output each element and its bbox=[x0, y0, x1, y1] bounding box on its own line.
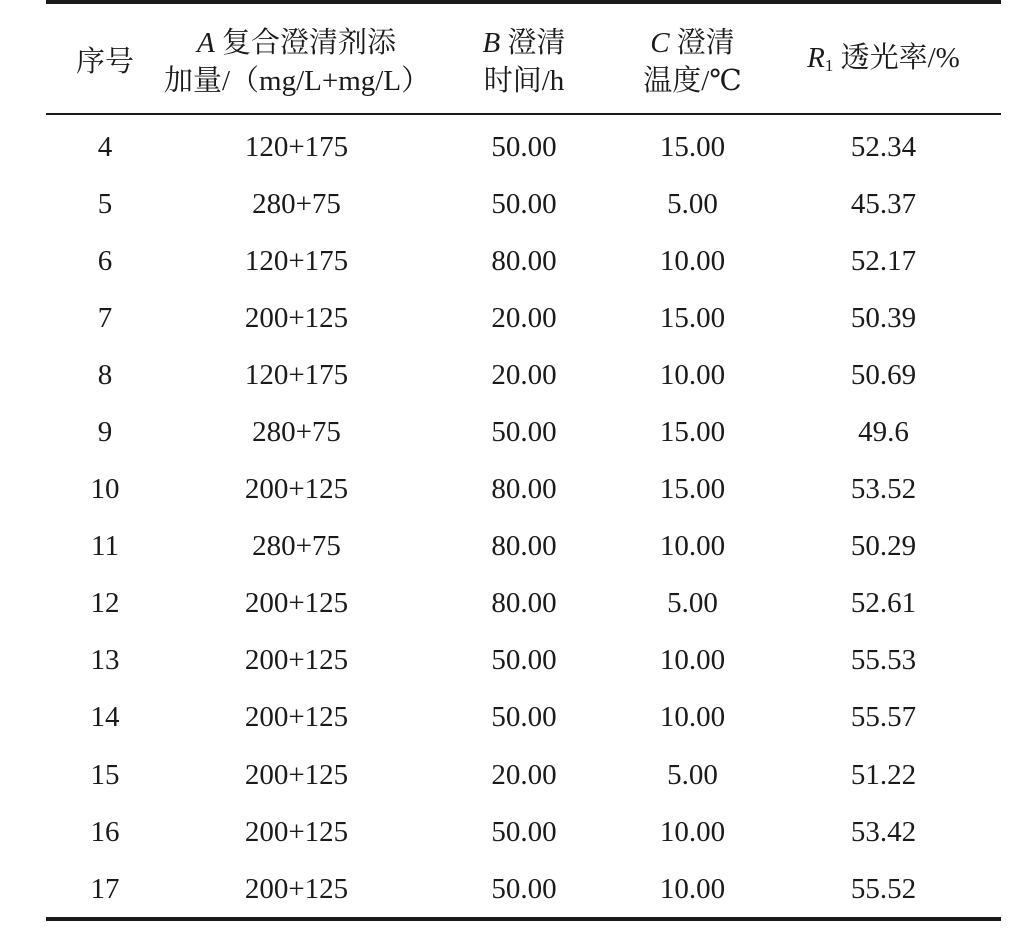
table-row bbox=[46, 175, 1001, 232]
cell-b: 50.00 bbox=[491, 416, 557, 449]
table-row bbox=[46, 403, 1001, 460]
table-row bbox=[46, 461, 1001, 518]
cell-no: 6 bbox=[97, 244, 113, 277]
table-row bbox=[46, 346, 1001, 403]
table-row bbox=[46, 860, 1001, 919]
cell-a: 280+75 bbox=[252, 530, 341, 563]
cell-a: 200+125 bbox=[244, 473, 349, 506]
cell-b: 50.00 bbox=[491, 130, 557, 163]
cell-c: 5.00 bbox=[667, 758, 718, 791]
cell-a: 200+125 bbox=[244, 644, 349, 677]
header-r-subscript: 1 bbox=[824, 55, 834, 75]
cell-b: 50.00 bbox=[491, 815, 557, 848]
table-row bbox=[46, 114, 1001, 175]
cell-no: 16 bbox=[90, 815, 120, 848]
cell-b: 50.00 bbox=[491, 701, 557, 734]
cell-b: 80.00 bbox=[491, 587, 557, 620]
cell-c: 10.00 bbox=[619, 860, 766, 919]
cell-r: 55.57 bbox=[850, 701, 917, 734]
header-b-line2: 时间/h bbox=[483, 64, 565, 97]
cell-a: 200+125 bbox=[164, 860, 429, 919]
cell-a: 280+75 bbox=[252, 187, 341, 220]
cell-r: 50.29 bbox=[850, 530, 917, 563]
cell-r: 50.39 bbox=[850, 301, 917, 334]
cell-c: 10.00 bbox=[659, 644, 726, 677]
cell-c: 15.00 bbox=[659, 130, 726, 163]
table-row bbox=[46, 689, 1001, 746]
header-b-line1: 澄清 bbox=[507, 26, 566, 59]
cell-a: 200+125 bbox=[244, 758, 349, 791]
cell-b: 20.00 bbox=[491, 758, 557, 791]
cell-b: 50.00 bbox=[491, 644, 557, 677]
table-header bbox=[46, 2, 1001, 114]
cell-no: 8 bbox=[97, 358, 113, 391]
cell-a: 200+125 bbox=[244, 587, 349, 620]
cell-no: 7 bbox=[97, 301, 113, 334]
header-r bbox=[766, 2, 1001, 114]
table-row bbox=[46, 289, 1001, 346]
cell-c: 15.00 bbox=[659, 473, 726, 506]
cell-a: 200+125 bbox=[244, 701, 349, 734]
cell-no: 12 bbox=[90, 587, 120, 620]
cell-c: 5.00 bbox=[667, 187, 718, 220]
cell-no: 15 bbox=[90, 758, 120, 791]
cell-b: 20.00 bbox=[491, 358, 557, 391]
cell-b: 50.00 bbox=[429, 860, 619, 919]
header-a-line2: 加量/（mg/L+mg/L） bbox=[164, 64, 431, 97]
table-row bbox=[46, 746, 1001, 803]
cell-r: 55.52 bbox=[766, 860, 1001, 919]
cell-r: 50.69 bbox=[850, 358, 917, 391]
cell-a: 120+175 bbox=[244, 358, 349, 391]
cell-c: 5.00 bbox=[667, 587, 718, 620]
cell-no: 5 bbox=[97, 187, 113, 220]
cell-b: 20.00 bbox=[491, 301, 557, 334]
cell-r: 52.17 bbox=[850, 244, 917, 277]
header-r-label: 透光率/% bbox=[840, 41, 960, 74]
cell-c: 10.00 bbox=[659, 530, 726, 563]
table-row bbox=[46, 232, 1001, 289]
cell-no: 9 bbox=[97, 416, 113, 449]
header-a-variable: A bbox=[197, 26, 215, 59]
header-c-line1: 澄清 bbox=[676, 26, 735, 59]
header-b bbox=[429, 2, 619, 114]
header-no-label: 序号 bbox=[75, 45, 134, 78]
table-body bbox=[46, 114, 1001, 919]
cell-r: 45.37 bbox=[850, 187, 917, 220]
cell-no: 4 bbox=[97, 130, 113, 163]
cell-no: 11 bbox=[91, 530, 119, 563]
cell-c: 10.00 bbox=[659, 244, 726, 277]
cell-c: 15.00 bbox=[659, 301, 726, 334]
cell-b: 50.00 bbox=[491, 187, 557, 220]
table-row bbox=[46, 803, 1001, 860]
cell-c: 15.00 bbox=[659, 416, 726, 449]
header-a bbox=[164, 2, 429, 114]
header-c-variable: C bbox=[650, 26, 670, 59]
cell-r: 53.52 bbox=[850, 473, 917, 506]
table-row bbox=[46, 518, 1001, 575]
cell-c: 10.00 bbox=[659, 815, 726, 848]
cell-a: 120+175 bbox=[244, 244, 349, 277]
header-r-variable: R bbox=[807, 41, 825, 74]
cell-no: 13 bbox=[90, 644, 120, 677]
cell-r: 52.61 bbox=[850, 587, 917, 620]
cell-a: 280+75 bbox=[252, 416, 341, 449]
header-a-line1: 复合澄清剂添 bbox=[221, 26, 396, 59]
cell-no: 14 bbox=[90, 701, 120, 734]
cell-b: 80.00 bbox=[491, 530, 557, 563]
cell-a: 120+175 bbox=[244, 130, 349, 163]
table-row bbox=[46, 575, 1001, 632]
cell-r: 52.34 bbox=[850, 130, 917, 163]
header-b-variable: B bbox=[482, 26, 501, 59]
cell-r: 49.6 bbox=[858, 416, 909, 449]
cell-no: 10 bbox=[90, 473, 120, 506]
header-row bbox=[46, 2, 1001, 114]
cell-no: 17 bbox=[46, 860, 164, 919]
header-c bbox=[619, 2, 766, 114]
cell-b: 80.00 bbox=[491, 244, 557, 277]
cell-a: 200+125 bbox=[244, 815, 349, 848]
cell-c: 10.00 bbox=[659, 358, 726, 391]
cell-r: 51.22 bbox=[850, 758, 917, 791]
cell-b: 80.00 bbox=[491, 473, 557, 506]
cell-r: 53.42 bbox=[850, 815, 917, 848]
cell-r: 55.53 bbox=[850, 644, 917, 677]
table-row bbox=[46, 632, 1001, 689]
header-no bbox=[46, 2, 164, 114]
results-table bbox=[46, 0, 1001, 921]
cell-a: 200+125 bbox=[244, 301, 349, 334]
cell-c: 10.00 bbox=[659, 701, 726, 734]
header-c-line2: 温度/℃ bbox=[643, 64, 742, 97]
